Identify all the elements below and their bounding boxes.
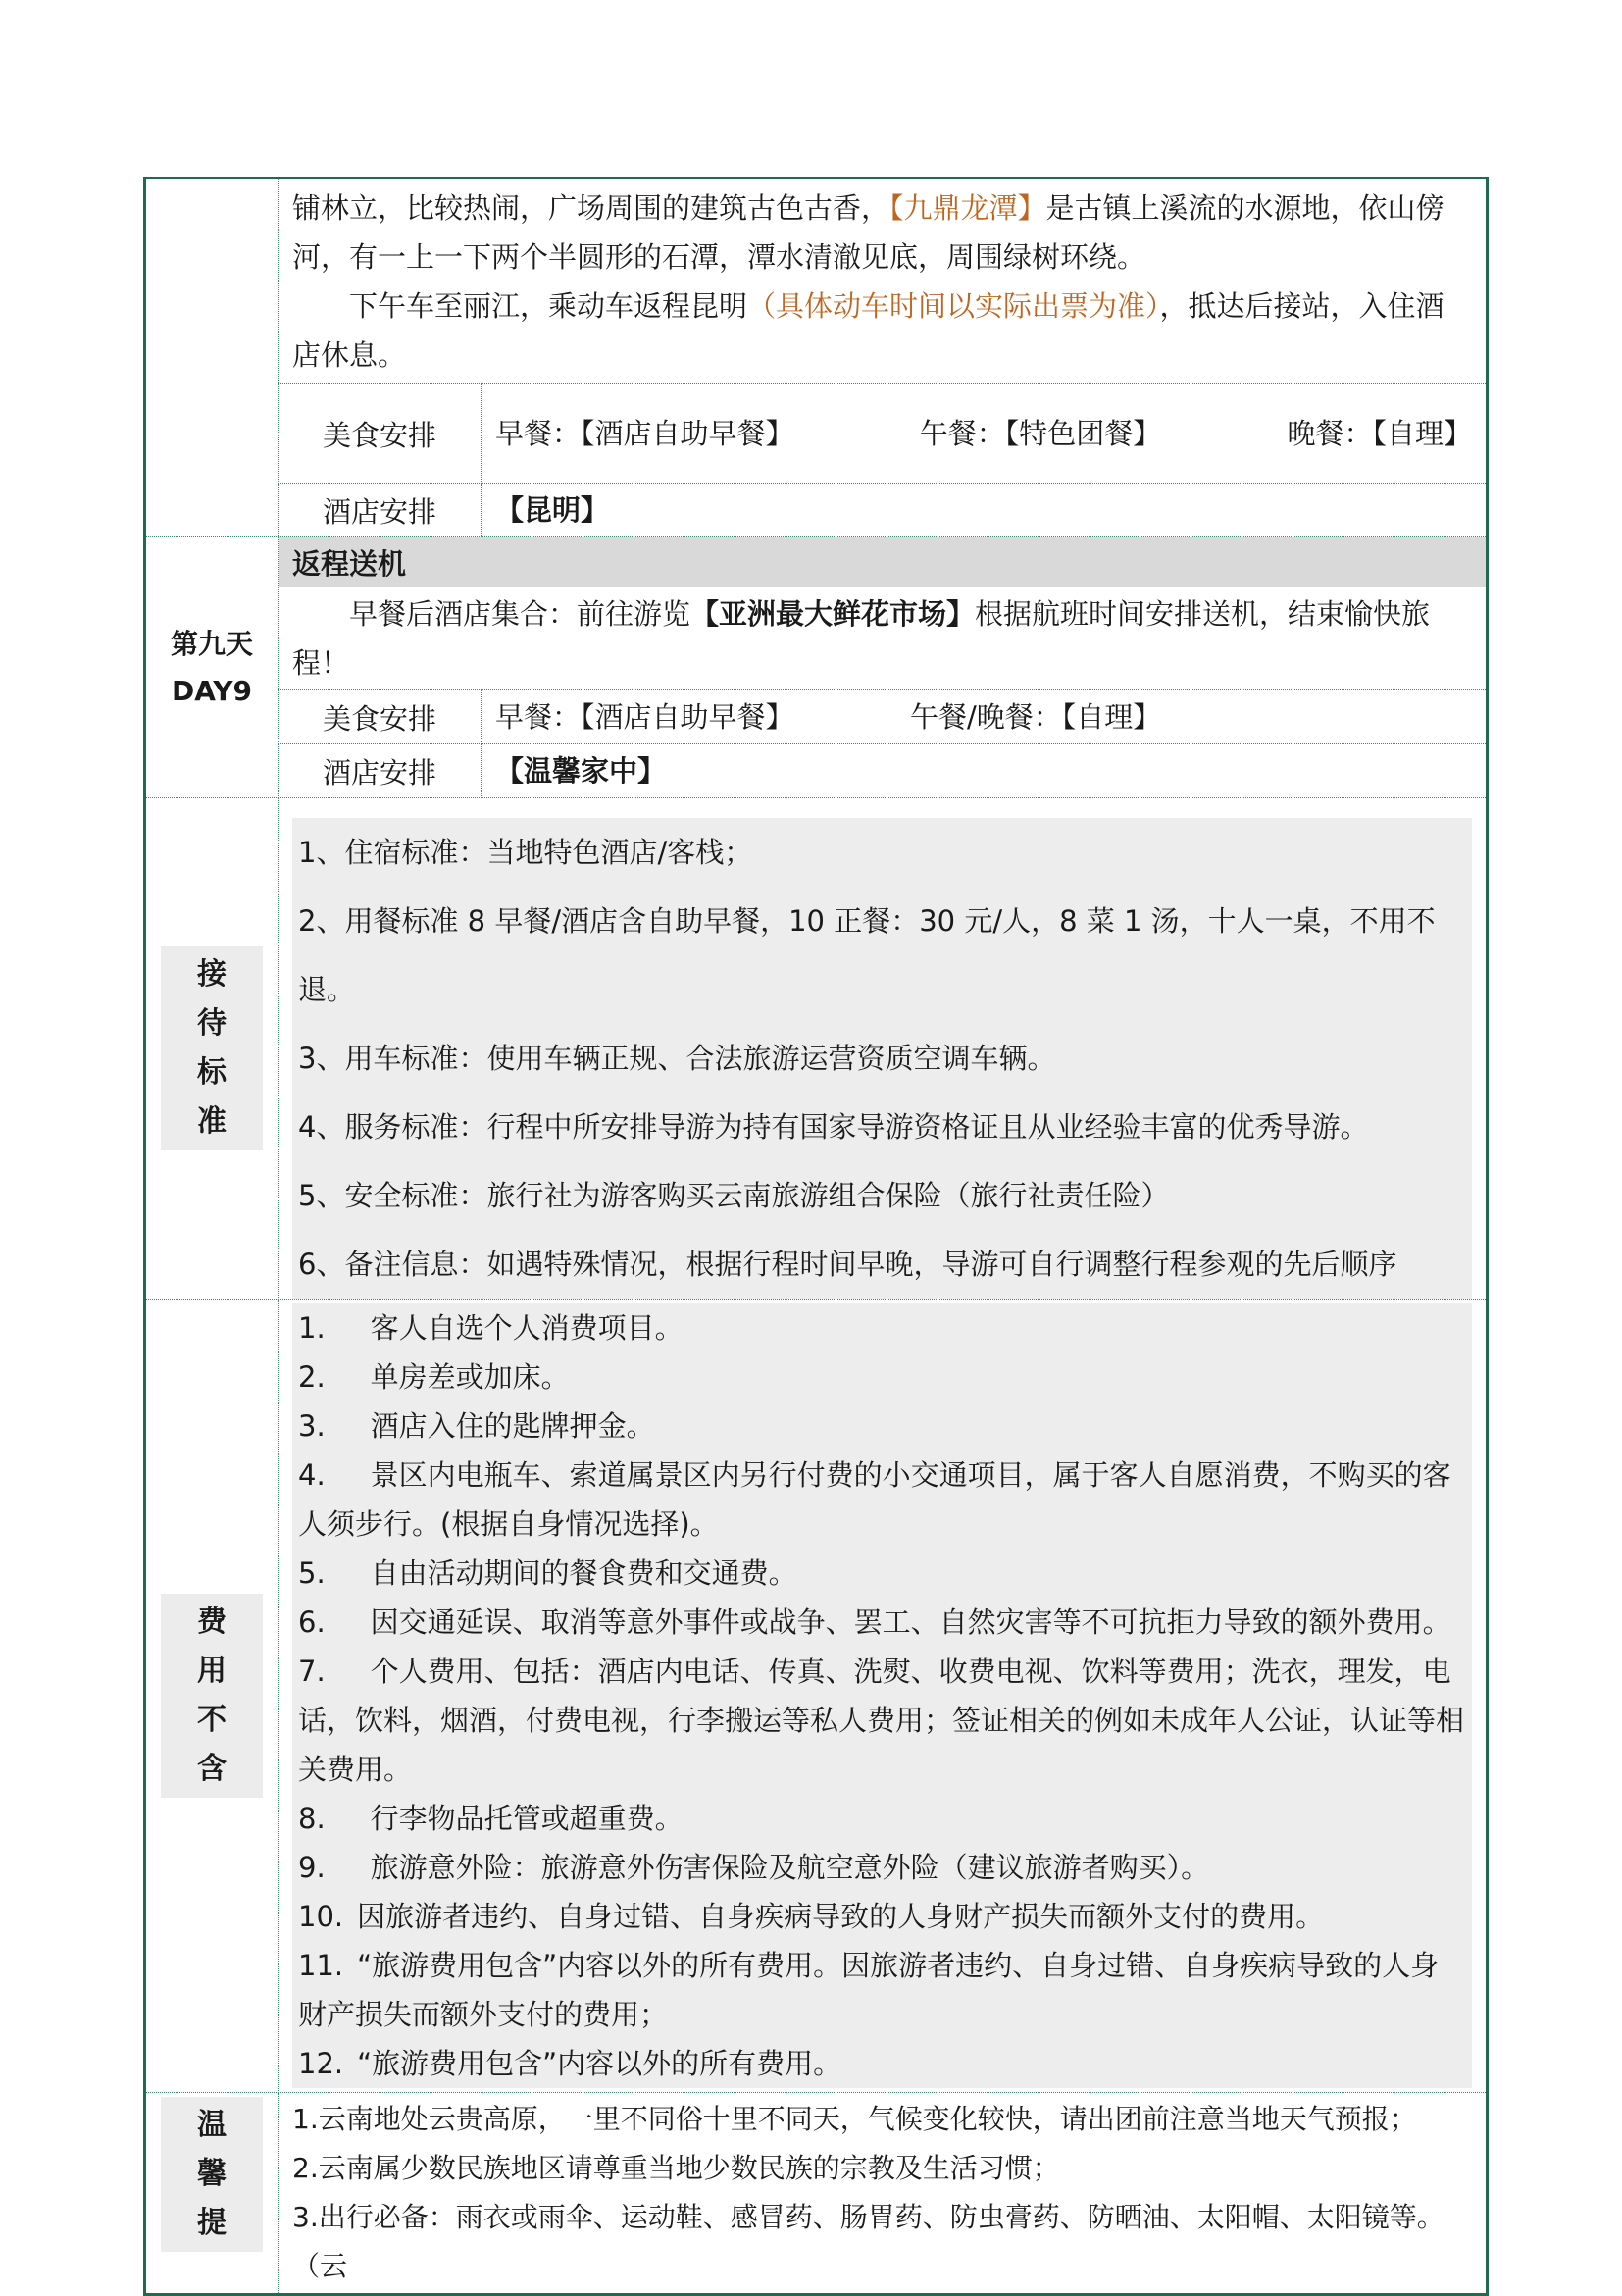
day9-description-row xyxy=(145,587,1488,690)
tips-content xyxy=(279,2093,1488,2295)
jiuding-longtan-highlight: 【九鼎龙潭】 xyxy=(889,191,1046,225)
list-item: 1. 客人自选个人消费项目。 xyxy=(298,1311,684,1345)
list-item: 12. “旅游费用包含”内容以外的所有费用。 xyxy=(298,2047,842,2080)
day9-title-row xyxy=(145,537,1488,587)
list-item: 2. 单房差或加床。 xyxy=(298,1360,570,1394)
day8-paragraph-1: 铺林立，比较热闹，广场周围的建筑古色古香，【九鼎龙潭】是古镇上溪流的水源地，依山傍河，有一上一下两个半圆形的石潭，潭水清澈见底，周围绿树环绕。 xyxy=(292,191,1445,274)
tips-label-cell xyxy=(145,2093,279,2295)
excluded-row xyxy=(145,1300,1488,2093)
excluded-list xyxy=(292,1303,1472,2088)
list-item: 2、用餐标准 8 早餐/酒店含自助早餐，10 正餐：30 元/人，8 菜 1 汤，十人一桌，不用不退。 xyxy=(298,904,1436,1006)
day9-day-cn: 第九天 xyxy=(170,627,253,660)
tips-row xyxy=(145,2093,1488,2295)
day8-hotel-label: 酒店安排 xyxy=(279,484,482,537)
day8-description xyxy=(279,179,1488,384)
list-item: 9. 旅游意外险：旅游意外伤害保险及航空意外险（建议旅游者购买）。 xyxy=(298,1851,1210,1884)
list-item: 1、住宿标准：当地特色酒店/客栈； xyxy=(298,836,753,869)
list-item: 4. 景区内电瓶车、索道属景区内另行付费的小交通项目，属于客人自愿消费，不购买的客人须步行。(根据自身情况选择)。 xyxy=(298,1458,1451,1541)
day9-label-cell xyxy=(145,537,279,798)
standards-content-cell xyxy=(279,798,1488,1300)
day8-paragraph-2: 下午车至丽江，乘动车返程昆明（具体动车时间以实际出票为准），抵达后接站，入住酒店休息。 xyxy=(292,289,1445,372)
day9-hotel-label: 酒店安排 xyxy=(279,744,482,798)
flower-market-highlight: 【亚洲最大鲜花市场】 xyxy=(690,597,976,631)
list-item: 7. 个人费用、包括：酒店内电话、传真、洗熨、收费电视、饮料等费用；洗衣，理发，电话，饮料，烟酒，付费电视，行李搬运等私人费用；签证相关的例如未成年人公证，认证等相关费用。 xyxy=(298,1655,1465,1786)
excluded-content-cell xyxy=(279,1300,1488,2093)
day8-hotel-row xyxy=(145,484,1488,537)
standards-list xyxy=(292,818,1472,1299)
day8-dinner: 晚餐：【自理】 xyxy=(1287,417,1472,450)
list-item: 6. 因交通延误、取消等意外事件或战争、罢工、自然灾害等不可抗拒力导致的额外费用。 xyxy=(298,1606,1451,1639)
day9-day-en: DAY9 xyxy=(172,674,252,707)
day9-hotel-row xyxy=(145,744,1488,798)
list-item: 3、用车标准：使用车辆正规、合法旅游运营资质空调车辆。 xyxy=(298,1042,1056,1075)
excluded-label: 费 用 不 含 xyxy=(161,1594,263,1798)
day9-breakfast: 早餐：【酒店自助早餐】 xyxy=(495,700,794,734)
list-item: 3.出行必备：雨衣或雨伞、运动鞋、感冒药、肠胃药、防虫膏药、防晒油、太阳帽、太阳镜等。（云 xyxy=(292,2201,1445,2282)
train-time-note: （具体动车时间以实际出票为准） xyxy=(747,289,1160,323)
day8-meal-row xyxy=(145,384,1488,484)
day8-meals xyxy=(482,384,1488,484)
list-item: 11. “旅游费用包含”内容以外的所有费用。因旅游者违约、自身过错、自身疾病导致的人身财产损失而额外支付的费用； xyxy=(298,1949,1440,2031)
list-item: 8. 行李物品托管或超重费。 xyxy=(298,1802,684,1835)
list-item: 5. 自由活动期间的餐食费和交通费。 xyxy=(298,1556,797,1590)
day9-lunch-dinner: 午餐/晚餐：【自理】 xyxy=(909,700,1162,734)
day8-description-row xyxy=(145,179,1488,384)
day8-breakfast: 早餐：【酒店自助早餐】 xyxy=(495,417,794,450)
day9-meal-row xyxy=(145,690,1488,744)
day9-meal-label: 美食安排 xyxy=(279,690,482,744)
itinerary-table xyxy=(143,177,1489,2296)
standards-row xyxy=(145,798,1488,1300)
day9-hotel: 【温馨家中】 xyxy=(482,744,1488,798)
list-item: 3. 酒店入住的匙牌押金。 xyxy=(298,1409,655,1443)
day8-lunch: 午餐：【特色团餐】 xyxy=(919,417,1162,450)
day9-description: 早餐后酒店集合：前往游览【亚洲最大鲜花市场】根据航班时间安排送机，结束愉快旅程！ xyxy=(279,587,1488,690)
day8-meal-label: 美食安排 xyxy=(279,384,482,484)
standards-label: 接 待 标 准 xyxy=(161,946,263,1150)
list-item: 5、安全标准：旅行社为游客购买云南旅游组合保险（旅行社责任险） xyxy=(298,1179,1170,1212)
standards-label-cell xyxy=(145,798,279,1300)
tips-label: 温 馨 提 xyxy=(161,2097,263,2252)
excluded-label-cell xyxy=(145,1300,279,2093)
list-item: 6、备注信息：如遇特殊情况，根据行程时间早晚，导游可自行调整行程参观的先后顺序 xyxy=(298,1248,1397,1281)
list-item: 2.云南属少数民族地区请尊重当地少数民族的宗教及生活习惯； xyxy=(292,2152,1060,2184)
list-item: 1.云南地处云贵高原，一里不同俗十里不同天，气候变化较快，请出团前注意当地天气预报； xyxy=(292,2103,1417,2135)
day8-label-cell xyxy=(145,179,279,537)
list-item: 10. 因旅游者违约、自身过错、自身疾病导致的人身财产损失而额外支付的费用。 xyxy=(298,1900,1325,1933)
day8-hotel: 【昆明】 xyxy=(482,484,1488,537)
list-item: 4、服务标准：行程中所安排导游为持有国家导游资格证且从业经验丰富的优秀导游。 xyxy=(298,1110,1369,1144)
day9-title: 返程送机 xyxy=(279,537,1488,587)
day9-meals xyxy=(482,690,1488,744)
